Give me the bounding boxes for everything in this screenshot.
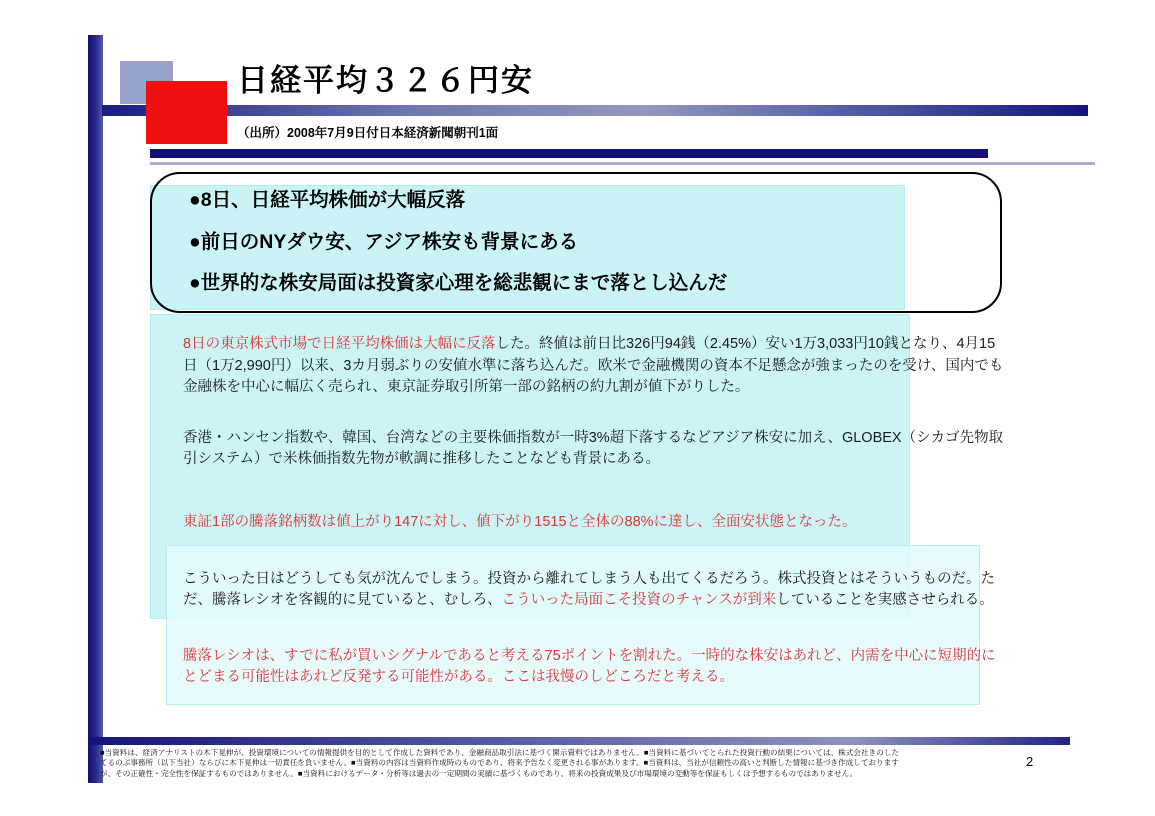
disclaimer-line: ■当資料は、経済アナリストの木下晃伸が、投資環境についての情報提供を目的として作成した資料であり、金融商品取引法に基づく開示資料ではありません。■当資料に基づいてとられた投資行動の結果については、株式会社きのした	[100, 748, 899, 757]
body-paragraph	[183, 512, 1005, 534]
footer-disclaimer	[100, 748, 1000, 779]
body-paragraph	[183, 646, 1005, 689]
source-citation: （出所）2008年7月9日付日本経済新聞朝刊1面	[237, 126, 499, 140]
text-segment: 香港・ハンセン指数や、韓国、台湾などの主要株価指数が一時3%超下落するなどアジア株安に加え、GLOBEX（シカゴ先物取引システム）で米株価指数先物が軟調に推移したことなども背景にある。	[183, 429, 1004, 468]
page-title: 日経平均３２６円安	[237, 63, 534, 98]
left-accent-bar	[88, 35, 103, 783]
text-segment: していることを実感させられる。	[776, 592, 994, 609]
footer-gradient-bar	[88, 737, 1070, 745]
body-paragraph	[183, 428, 1005, 471]
navy-divider-rule	[150, 149, 988, 158]
text-segment: した。終値は前日比326円94銭（2.45%）安い1万3,033円10銭となり、4月15日（1万2,990円）以来、3カ月弱ぶりの安値水準に落ち込んだ。欧米で金融機関の資本不足懸念が強まったのを受け、国内でも金融株を中心に幅広く売られ、東京証券取引所第一部の銘柄の約九割が値下がりした。	[183, 336, 1004, 396]
text-segment: 騰落レシオは、すでに私が買いシグナルであると考える75ポイントを割れた。一時的な株安はあれど、内需を中心に短期的にとどまる可能性はあれど反発する可能性がある。ここは我慢のしどころだと考える。	[183, 647, 996, 686]
header-gradient-bar	[102, 105, 1088, 116]
summary-bullet: ●前日のNYダウ安、アジア株安も背景にある	[189, 230, 579, 253]
disclaimer-line: てるのぶ事務所（以下当社）ならびに木下晃伸は一切責任を負いません。■当資料の内容は当資料作成時のものであり、将来予告なく変更される事があります。■当資料は、当社が信頼性の高いと判断した情報に基づき作成しております	[100, 758, 899, 768]
body-paragraphs	[183, 334, 1005, 689]
text-segment: 8日の東京株式市場で日経平均株価は大幅に反落	[183, 336, 496, 352]
text-segment: こういった日はどうしても気が沈んでしまう。投資から離れてしまう人も出てくるだろう。株式投資とはそういうものだ。ただ、騰落レシオを客観的に見ていると、むしろ、	[183, 570, 995, 609]
text-segment: 東証1部の騰落銘柄数は値上がり147に対し、値下がり1515と全体の88%に達し、全面安状態となった。	[183, 513, 857, 530]
summary-bullet: ●8日、日経平均株価が大幅反落	[189, 189, 466, 212]
body-paragraph	[183, 569, 1005, 612]
lavender-divider-rule	[150, 162, 1095, 165]
body-paragraph	[183, 334, 1005, 399]
text-segment: こういった局面こそ投資のチャンスが到来	[501, 592, 777, 609]
page-number: 2	[1026, 754, 1034, 769]
red-decoration-square	[146, 81, 227, 144]
summary-bullet: ●世界的な株安局面は投資家心理を総悲観にまで落とし込んだ	[189, 272, 728, 295]
summary-box	[150, 172, 1002, 313]
disclaimer-line: が、その正確性・完全性を保証するものではありません。■当資料におけるデータ・分析等は過去の一定期間の実績に基づくものであり、将来の投資成果及び市場環境の変動等を保証もしくは予想するものではありません。	[100, 768, 858, 778]
